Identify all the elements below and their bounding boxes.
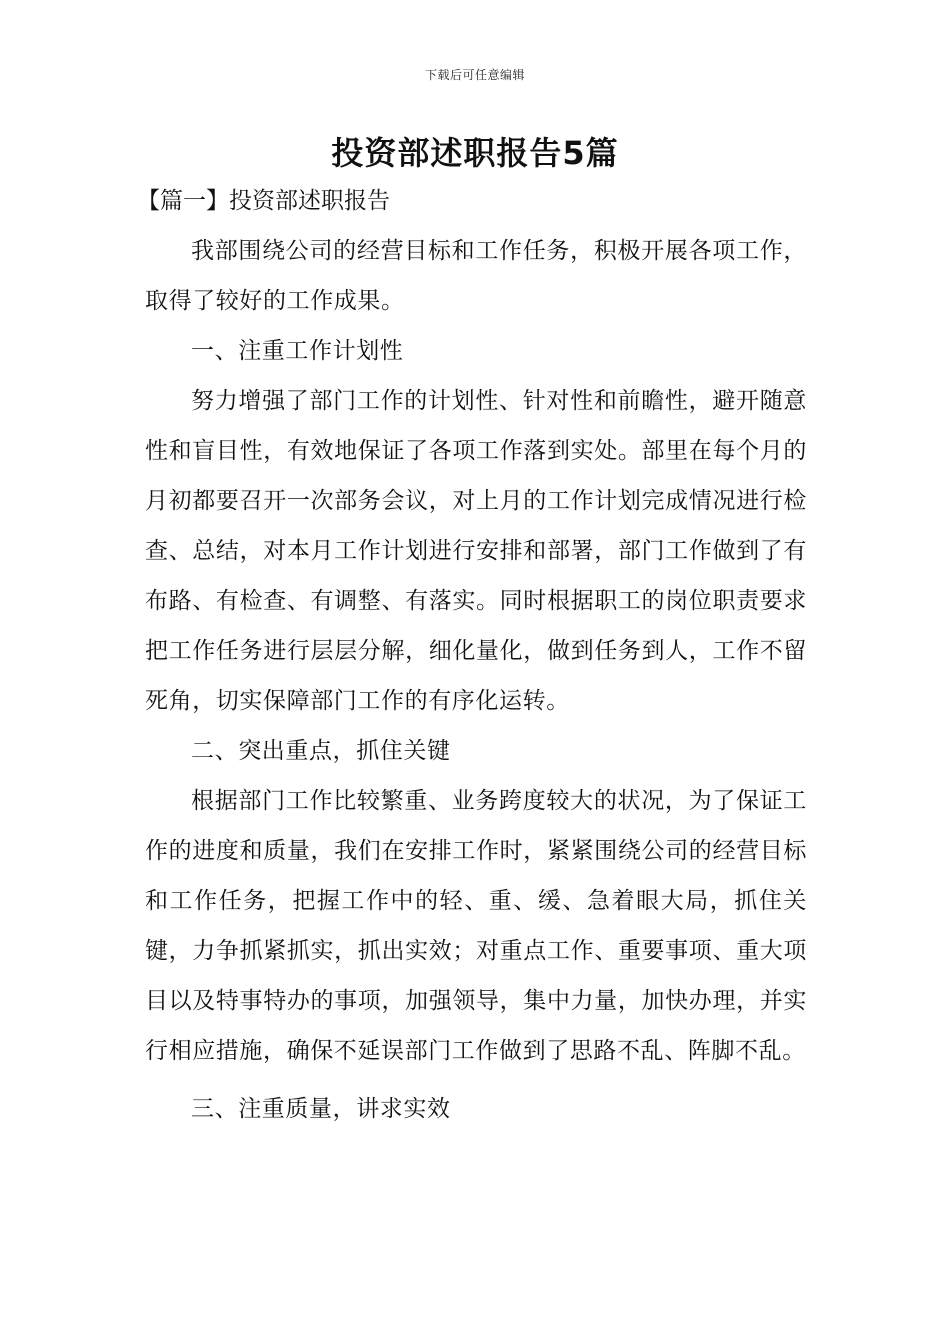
paragraph-2: 根据部门工作比较繁重、业务跨度较大的状况，为了保证工作的进度和质量，我们在安排工作时，紧紧围绕公司的经营目标和工作任务，把握工作中的轻、重、缓、急着眼大局，抓住关键，力争抓紧抓实，抓出实效；对重点工作、重要事项、重大项目以及特事特办的事项，加强领导，集中力量，加快办理，并实行相应措施，确保不延误部门工作做到了思路不乱、阵脚不乱。 bbox=[145, 788, 807, 1064]
heading-2: 二、突出重点，抓住关键 bbox=[191, 738, 451, 764]
heading-3: 三、注重质量，讲求实效 bbox=[191, 1096, 451, 1122]
heading-1: 一、注重工作计划性 bbox=[191, 338, 404, 364]
paragraph-1: 努力增强了部门工作的计划性、针对性和前瞻性，避开随意性和盲目性，有效地保证了各项工作落到实处。部里在每个月的月初都要召开一次部务会议，对上月的工作计划完成情况进行检查、总结，对本月工作计划进行安排和部署，部门工作做到了有布路、有检查、有调整、有落实。同时根据职工的岗位职责要求把工作任务进行层层分解，细化量化，做到任务到人，工作不留死角，切实保障部门工作的有序化运转。 bbox=[145, 388, 807, 714]
paragraph-intro: 我部围绕公司的经营目标和工作任务，积极开展各项工作，取得了较好的工作成果。 bbox=[145, 238, 807, 314]
section-label: 【篇一】投资部述职报告 bbox=[137, 188, 390, 214]
header-note: 下载后可任意编辑 bbox=[424, 68, 525, 82]
document-title: 投资部述职报告5篇 bbox=[331, 134, 619, 172]
document-body bbox=[137, 176, 807, 1134]
